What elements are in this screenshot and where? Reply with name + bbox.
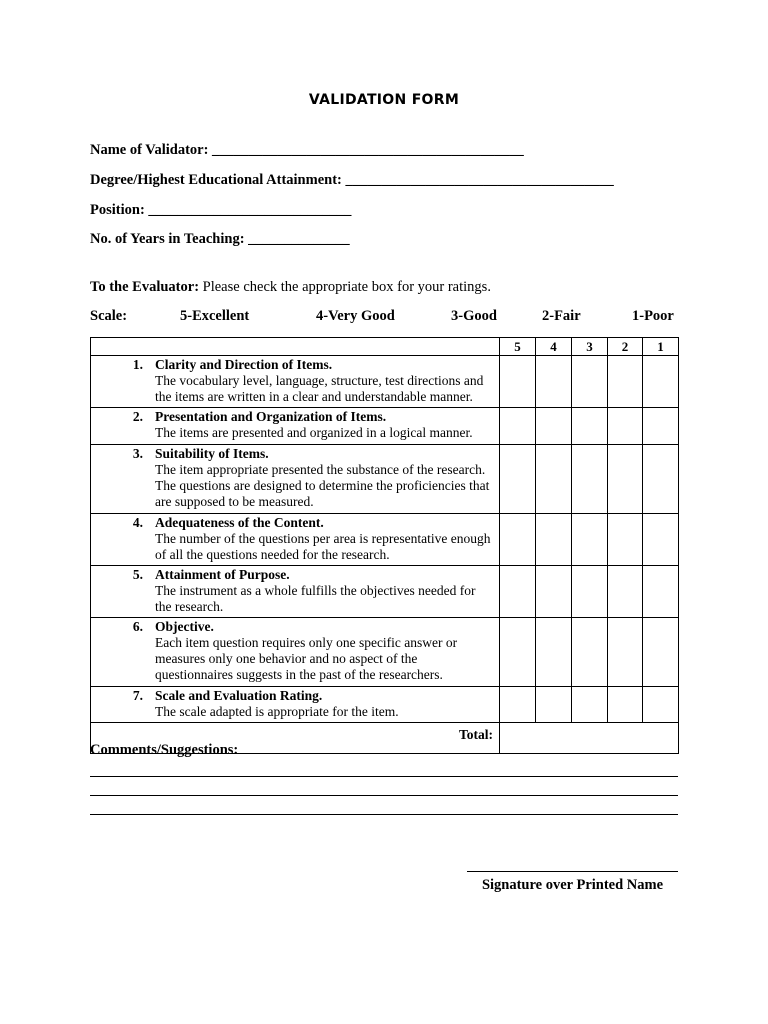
criteria-cell	[91, 687, 500, 723]
criteria-number: 6.	[132, 619, 143, 634]
rating-table	[90, 337, 679, 754]
rating-header-3: 3	[572, 338, 608, 356]
criteria-cell	[91, 566, 500, 618]
evaluator-instruction	[90, 279, 491, 296]
comment-line-3[interactable]	[90, 814, 678, 815]
table-row	[91, 687, 679, 723]
criteria-number: 5.	[132, 567, 143, 582]
criteria-description: Each item question requires only one specific answer or measures only one behavior and no aspect of the questionnaires suggests in the past of the researchers.	[155, 635, 458, 682]
rating-checkbox-2[interactable]	[608, 566, 643, 618]
table-row	[91, 445, 679, 514]
rating-checkbox-1[interactable]	[643, 514, 679, 566]
rating-header-5: 5	[500, 338, 536, 356]
criteria-cell	[91, 514, 500, 566]
table-row	[91, 408, 679, 445]
rating-checkbox-3[interactable]	[572, 356, 608, 408]
criteria-title: Attainment of Purpose.	[155, 567, 290, 582]
scale-level-4: 4-Very Good	[316, 308, 395, 324]
criteria-title: Scale and Evaluation Rating.	[155, 688, 323, 703]
rating-checkbox-4[interactable]	[536, 356, 572, 408]
scale-level-5: 5-Excellent	[180, 308, 250, 324]
criteria-title: Objective.	[155, 619, 214, 634]
rating-checkbox-4[interactable]	[536, 566, 572, 618]
scale-level-2: 2-Fair	[542, 308, 581, 324]
rating-checkbox-1[interactable]	[643, 445, 679, 514]
rating-checkbox-5[interactable]	[500, 687, 536, 723]
criteria-title: Clarity and Direction of Items.	[155, 357, 333, 372]
rating-checkbox-4[interactable]	[536, 618, 572, 687]
criteria-description: The scale adapted is appropriate for the item.	[155, 704, 399, 719]
criteria-title: Adequateness of the Content.	[155, 515, 324, 530]
criteria-number: 7.	[132, 688, 143, 703]
rating-checkbox-4[interactable]	[536, 687, 572, 723]
rating-checkbox-1[interactable]	[643, 618, 679, 687]
criteria-description: The vocabulary level, language, structure, test directions and the items are written in a clear and understandable manner.	[155, 373, 484, 404]
signature-line[interactable]	[467, 871, 678, 872]
table-row	[91, 566, 679, 618]
rating-checkbox-1[interactable]	[643, 408, 679, 445]
rating-header-4: 4	[536, 338, 572, 356]
form-title: VALIDATION FORM	[308, 92, 460, 108]
rating-checkbox-2[interactable]	[608, 618, 643, 687]
rating-checkbox-5[interactable]	[500, 566, 536, 618]
table-row	[91, 514, 679, 566]
rating-checkbox-4[interactable]	[536, 445, 572, 514]
scale-level-1: 1-Poor	[632, 308, 674, 324]
rating-checkbox-2[interactable]	[608, 408, 643, 445]
criteria-number: 4.	[132, 515, 143, 530]
educational-attainment-field[interactable]: Degree/Highest Educational Attainment: _____________________________________	[90, 172, 614, 188]
header-blank-cell	[91, 338, 500, 356]
rating-checkbox-3[interactable]	[572, 566, 608, 618]
rating-checkbox-1[interactable]	[643, 687, 679, 723]
rating-checkbox-2[interactable]	[608, 445, 643, 514]
comments-label: Comments/Suggestions:	[90, 742, 239, 758]
rating-checkbox-2[interactable]	[608, 687, 643, 723]
criteria-description: The items are presented and organized in a logical manner.	[155, 425, 473, 440]
table-row	[91, 356, 679, 408]
total-label: Total:	[91, 723, 500, 754]
rating-checkbox-1[interactable]	[643, 566, 679, 618]
rating-checkbox-4[interactable]	[536, 408, 572, 445]
criteria-number: 1.	[132, 357, 143, 372]
rating-checkbox-5[interactable]	[500, 445, 536, 514]
rating-checkbox-5[interactable]	[500, 356, 536, 408]
scale-legend	[90, 308, 678, 328]
rating-checkbox-2[interactable]	[608, 514, 643, 566]
criteria-description: The item appropriate presented the substance of the research. The questions are designed to determine the proficiencies that are supposed to be measured.	[155, 462, 490, 509]
evaluator-label: To the Evaluator:	[90, 279, 200, 295]
total-value-field[interactable]	[500, 723, 679, 754]
criteria-description: The number of the questions per area is representative enough of all the questions needed for the research.	[155, 531, 491, 562]
rating-checkbox-3[interactable]	[572, 514, 608, 566]
rating-checkbox-1[interactable]	[643, 356, 679, 408]
rating-checkbox-2[interactable]	[608, 356, 643, 408]
rating-checkbox-3[interactable]	[572, 687, 608, 723]
rating-checkbox-3[interactable]	[572, 445, 608, 514]
position-field[interactable]: Position: ____________________________	[90, 202, 352, 218]
criteria-cell	[91, 445, 500, 514]
scale-label: Scale:	[90, 308, 128, 324]
years-teaching-field[interactable]: No. of Years in Teaching: ______________	[90, 231, 350, 247]
rating-checkbox-3[interactable]	[572, 618, 608, 687]
criteria-title: Presentation and Organization of Items.	[155, 409, 387, 424]
rating-checkbox-5[interactable]	[500, 408, 536, 445]
criteria-number: 2.	[132, 409, 143, 424]
rating-checkbox-4[interactable]	[536, 514, 572, 566]
rating-header-2: 2	[608, 338, 643, 356]
criteria-description: The instrument as a whole fulfills the objectives needed for the research.	[155, 583, 476, 614]
rating-checkbox-3[interactable]	[572, 408, 608, 445]
signature-label: Signature over Printed Name	[481, 877, 664, 893]
rating-checkbox-5[interactable]	[500, 618, 536, 687]
comment-line-1[interactable]	[90, 776, 678, 777]
table-row	[91, 618, 679, 687]
criteria-cell	[91, 356, 500, 408]
comment-line-2[interactable]	[90, 795, 678, 796]
rating-checkbox-5[interactable]	[500, 514, 536, 566]
criteria-cell	[91, 618, 500, 687]
evaluator-text: Please check the appropriate box for your ratings.	[199, 279, 491, 295]
criteria-number: 3.	[132, 446, 143, 461]
scale-level-3: 3-Good	[451, 308, 497, 324]
validator-name-field[interactable]: Name of Validator: ___________________________________________	[90, 142, 524, 158]
rating-header-1: 1	[643, 338, 679, 356]
criteria-cell	[91, 408, 500, 445]
criteria-title: Suitability of Items.	[155, 446, 269, 461]
rating-header-row	[91, 338, 679, 356]
